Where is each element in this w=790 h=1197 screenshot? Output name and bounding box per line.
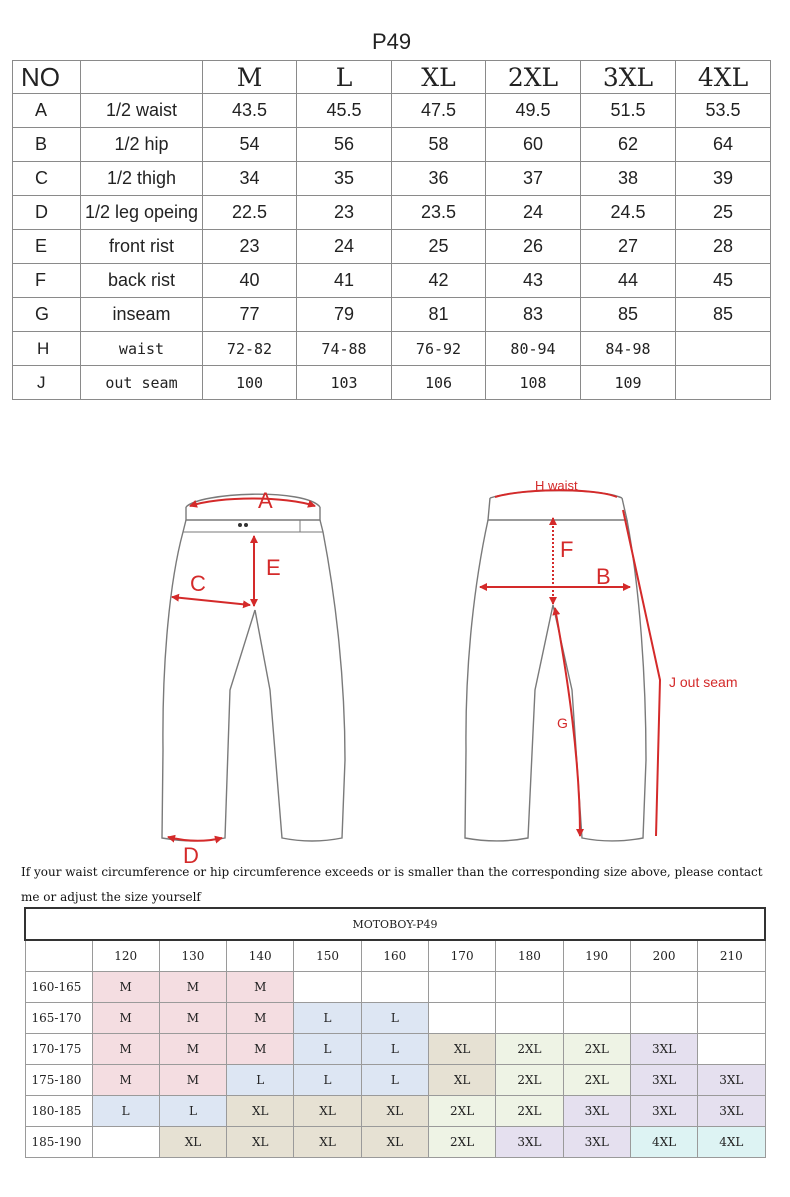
sizing-note: If your waist circumference or hip circumference exceeds or is smaller than the corresponding size above, please contact me or adjust the size yourself [21,865,763,904]
weight-header: 170 [428,940,495,972]
cell-value: 76-92 [392,332,486,366]
cell-value: 45 [676,264,771,298]
row-measure: 1/2 leg opeing [81,196,203,230]
table-row [13,196,771,230]
cell-value [676,366,771,400]
table-row [13,298,771,332]
cell-value [676,332,771,366]
no-header: NO [13,61,81,94]
cell-value: 22.5 [203,196,297,230]
cell-value: 23.5 [392,196,486,230]
fit-cell: M [92,1065,159,1096]
fit-cell [428,1003,495,1034]
height-weight-fit-table [24,907,766,1158]
cell-value: 72-82 [203,332,297,366]
cell-value: 41 [297,264,392,298]
fit-cell: XL [227,1127,294,1158]
fit-cell: M [159,972,226,1003]
fit-cell [563,972,630,1003]
weight-header-row [25,940,765,972]
fit-cell: 3XL [563,1096,630,1127]
table-row [25,1034,765,1065]
cell-value: 23 [297,196,392,230]
fit-cell: L [227,1065,294,1096]
fit-cell: 4XL [698,1127,765,1158]
cell-value: 36 [392,162,486,196]
fit-cell [92,1127,159,1158]
cell-value: 45.5 [297,94,392,128]
cell-value: 109 [581,366,676,400]
weight-header: 130 [159,940,226,972]
fit-cell: 2XL [563,1034,630,1065]
cell-value: 53.5 [676,94,771,128]
fit-cell: 2XL [428,1096,495,1127]
cell-value: 80-94 [486,332,581,366]
cell-value: 40 [203,264,297,298]
row-letter: E [13,230,81,264]
cell-value: 34 [203,162,297,196]
cell-value: 47.5 [392,94,486,128]
cell-value: 81 [392,298,486,332]
row-letter: A [13,94,81,128]
label-d: D [183,843,199,868]
fit-cell: L [361,1003,428,1034]
table-row [13,264,771,298]
fit-cell [630,1003,697,1034]
label-h-waist: H waist [535,478,578,493]
fit-cell [563,1003,630,1034]
fit-cell: L [361,1034,428,1065]
cell-value: 44 [581,264,676,298]
size-header: 4XL [676,61,771,94]
table-row [13,128,771,162]
size-header: 3XL [581,61,676,94]
table-row [13,162,771,196]
row-letter: F [13,264,81,298]
cell-value: 37 [486,162,581,196]
row-letter: H [13,332,81,366]
fit-cell: L [294,1065,361,1096]
row-letter: D [13,196,81,230]
weight-header: 180 [496,940,563,972]
weight-header: 190 [563,940,630,972]
cell-value: 64 [676,128,771,162]
height-range: 180-185 [25,1096,92,1127]
fit-cell: 2XL [496,1096,563,1127]
fit-cell: L [361,1065,428,1096]
row-letter: C [13,162,81,196]
fit-cell [361,972,428,1003]
weight-header: 140 [227,940,294,972]
cell-value: 39 [676,162,771,196]
size-header: L [297,61,392,94]
fit-cell: 3XL [630,1034,697,1065]
fit-cell [428,972,495,1003]
label-b: B [596,564,611,589]
fit-cell: M [159,1065,226,1096]
cell-value: 27 [581,230,676,264]
cell-value: 43.5 [203,94,297,128]
size-header: 2XL [486,61,581,94]
cell-value: 62 [581,128,676,162]
fit-cell: M [92,972,159,1003]
fit-cell: XL [428,1065,495,1096]
fit-cell: M [92,1003,159,1034]
label-e: E [266,555,281,580]
fit-cell: XL [428,1034,495,1065]
fit-cell: 3XL [496,1127,563,1158]
table-row [13,230,771,264]
row-measure: 1/2 waist [81,94,203,128]
fit-cell: XL [361,1096,428,1127]
label-j-out-seam: J out seam [669,674,738,690]
fit-cell: L [294,1034,361,1065]
weight-header: 150 [294,940,361,972]
cell-value: 60 [486,128,581,162]
height-range: 170-175 [25,1034,92,1065]
cell-value: 26 [486,230,581,264]
measure-header [81,61,203,94]
fit-cell: M [227,1003,294,1034]
fit-cell: 2XL [428,1127,495,1158]
cell-value: 100 [203,366,297,400]
row-measure: inseam [81,298,203,332]
cell-value: 79 [297,298,392,332]
back-pants-outline [465,491,646,842]
table-row [25,1127,765,1158]
fit-cell: 3XL [698,1096,765,1127]
cell-value: 84-98 [581,332,676,366]
height-range: 165-170 [25,1003,92,1034]
chart-title: P49 [13,24,771,61]
cell-value: 25 [392,230,486,264]
label-c: C [190,571,206,596]
pants-measurement-diagram [0,460,790,870]
fit-cell: XL [227,1096,294,1127]
row-measure: front rist [81,230,203,264]
cell-value: 24 [297,230,392,264]
fit-cell: M [227,1034,294,1065]
table-row [25,1065,765,1096]
cell-value: 58 [392,128,486,162]
fit-cell [630,972,697,1003]
fit-cell [698,1034,765,1065]
fit-cell [698,1003,765,1034]
fit-cell: L [92,1096,159,1127]
cell-value: 24.5 [581,196,676,230]
cell-value: 83 [486,298,581,332]
cell-value: 42 [392,264,486,298]
label-a: A [258,488,273,513]
table-row [25,972,765,1003]
row-letter: J [13,366,81,400]
fit-cell: XL [294,1096,361,1127]
fit-cell: XL [159,1127,226,1158]
fit-cell: XL [361,1127,428,1158]
cell-value: 49.5 [486,94,581,128]
row-measure: out seam [81,366,203,400]
fit-cell: 3XL [630,1096,697,1127]
corner-cell [25,940,92,972]
fit-cell: 2XL [563,1065,630,1096]
cell-value: 106 [392,366,486,400]
table-row [13,94,771,128]
fit-cell: 4XL [630,1127,697,1158]
cell-value: 38 [581,162,676,196]
cell-value: 108 [486,366,581,400]
size-header: M [203,61,297,94]
weight-header: 120 [92,940,159,972]
table-row [13,366,771,400]
fit-cell [496,972,563,1003]
cell-value: 85 [581,298,676,332]
height-range: 175-180 [25,1065,92,1096]
cell-value: 51.5 [581,94,676,128]
height-range: 160-165 [25,972,92,1003]
row-measure: waist [81,332,203,366]
fit-cell: L [159,1096,226,1127]
row-letter: B [13,128,81,162]
fit-cell: 3XL [630,1065,697,1096]
height-range: 185-190 [25,1127,92,1158]
fit-cell: 2XL [496,1065,563,1096]
cell-value: 23 [203,230,297,264]
cell-value: 28 [676,230,771,264]
fit-cell [496,1003,563,1034]
row-measure: 1/2 thigh [81,162,203,196]
fit-cell [294,972,361,1003]
cell-value: 35 [297,162,392,196]
cell-value: 54 [203,128,297,162]
weight-header: 200 [630,940,697,972]
fit-cell: M [159,1003,226,1034]
size-header: XL [392,61,486,94]
cell-value: 103 [297,366,392,400]
row-letter: G [13,298,81,332]
table-row [25,1003,765,1034]
fit-table-caption: MOTOBOY-P49 [25,908,765,940]
fit-cell [698,972,765,1003]
label-f: F [560,537,574,562]
cell-value: 24 [486,196,581,230]
row-measure: back rist [81,264,203,298]
size-header-row [13,61,771,94]
fit-cell: M [227,972,294,1003]
front-arrows [168,499,315,841]
table-row [13,332,771,366]
cell-value: 77 [203,298,297,332]
size-chart-table [12,24,771,400]
fit-cell: 3XL [563,1127,630,1158]
fit-cell: L [294,1003,361,1034]
cell-value: 56 [297,128,392,162]
cell-value: 74-88 [297,332,392,366]
label-g: G [557,715,568,731]
fit-cell: XL [294,1127,361,1158]
cell-value: 43 [486,264,581,298]
fit-cell: M [159,1034,226,1065]
fit-cell: M [92,1034,159,1065]
weight-header: 160 [361,940,428,972]
row-measure: 1/2 hip [81,128,203,162]
fit-cell: 2XL [496,1034,563,1065]
weight-header: 210 [698,940,765,972]
table-row [25,1096,765,1127]
cell-value: 85 [676,298,771,332]
fit-cell: 3XL [698,1065,765,1096]
cell-value: 25 [676,196,771,230]
